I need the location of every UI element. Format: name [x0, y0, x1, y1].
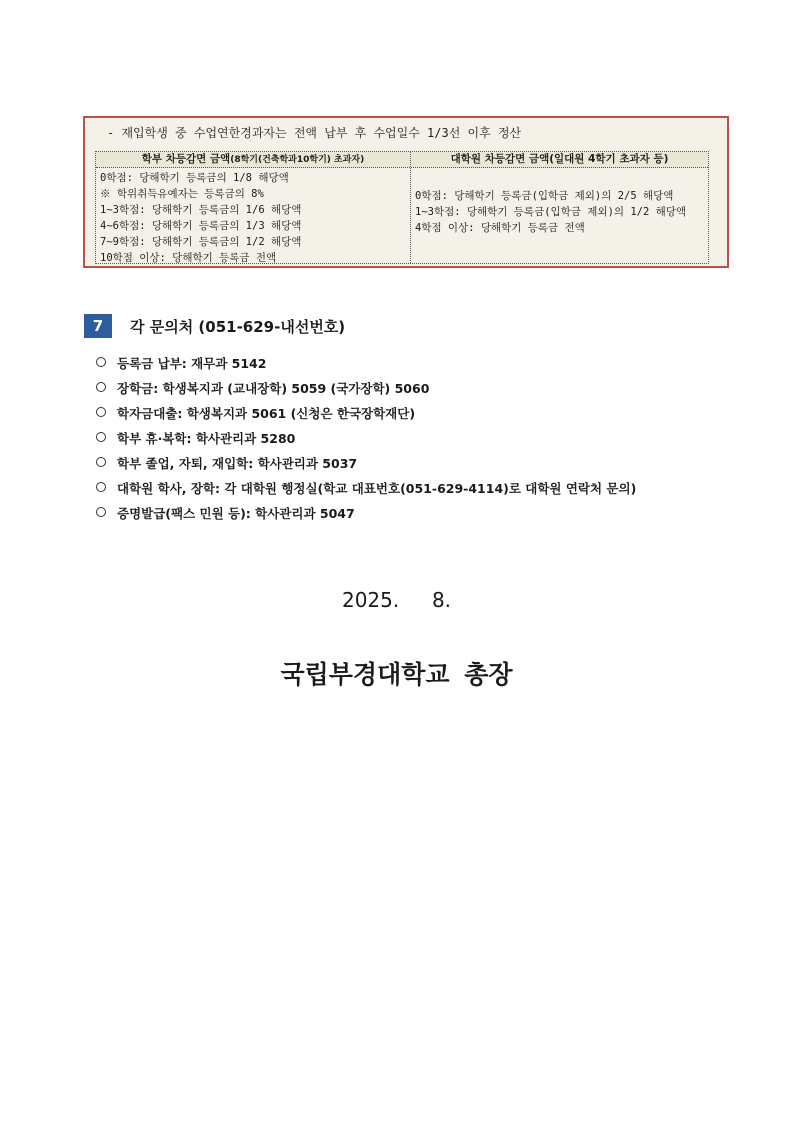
- undergrad-row: ※ 학위취득유예자는 등록금의 8%: [100, 188, 264, 200]
- undergrad-column: [96, 152, 411, 263]
- contact-text: 장학금: 학생복지과 (교내장학) 5059 (국가장학) 5060: [117, 381, 430, 396]
- list-item: [96, 401, 636, 426]
- graduate-header: 대학원 차등감면 금액(일대원 4학기 초과자 등): [411, 152, 708, 168]
- undergrad-row: 4~6학점: 당해학기 등록금의 1/3 해당액: [100, 220, 302, 232]
- list-item: [96, 501, 636, 526]
- contact-list: [96, 351, 636, 526]
- section-title: 각 문의처 (051-629-내선번호): [130, 318, 346, 336]
- list-item: [96, 476, 636, 501]
- list-item: [96, 426, 636, 451]
- circle-bullet-icon: [96, 457, 106, 467]
- list-item: [96, 451, 636, 476]
- graduate-row: 4학점 이상: 당해학기 등록금 전액: [415, 222, 585, 234]
- readmission-notice: - 재입학생 중 수업연한경과자는 전액 납부 후 수업일수 1/3선 이후 정산: [107, 126, 522, 140]
- graduate-rows: [411, 186, 708, 236]
- undergrad-header-sub: (8학기(건축학과10학기) 초과자): [230, 155, 365, 165]
- issuer-signature: 국립부경대학교 총장: [280, 660, 513, 689]
- circle-bullet-icon: [96, 432, 106, 442]
- contact-text: 학자금대출: 학생복지과 5061 (신청은 한국장학재단): [117, 406, 416, 421]
- contact-text: 학부 휴·복학: 학사관리과 5280: [117, 431, 296, 446]
- circle-bullet-icon: [96, 382, 106, 392]
- graduate-row: 0학점: 당해학기 등록금(입학금 제외)의 2/5 해당액: [415, 190, 674, 202]
- undergrad-row: 10학점 이상: 당해학기 등록금 전액: [100, 252, 277, 264]
- list-item: [96, 376, 636, 401]
- circle-bullet-icon: [96, 407, 106, 417]
- list-item: [96, 351, 636, 376]
- contact-text: 학부 졸업, 자퇴, 재입학: 학사관리과 5037: [117, 456, 358, 471]
- undergrad-row: 0학점: 당해학기 등록금의 1/8 해당액: [100, 172, 289, 184]
- undergrad-row: 7~9학점: 당해학기 등록금의 1/2 해당액: [100, 236, 302, 248]
- undergrad-header-main: 학부 차등감면 금액: [141, 153, 231, 165]
- undergrad-header: [96, 152, 410, 168]
- circle-bullet-icon: [96, 357, 106, 367]
- graduate-row: 1~3학점: 당해학기 등록금(입학금 제외)의 1/2 해당액: [415, 206, 687, 218]
- circle-bullet-icon: [96, 482, 106, 492]
- contact-text: 증명발급(팩스 민원 등): 학사관리과 5047: [117, 506, 355, 521]
- fee-reduction-table: [95, 151, 709, 264]
- undergrad-rows: [96, 168, 410, 266]
- document-date: 2025. 8.: [341, 588, 452, 612]
- section-number-badge: 7: [84, 314, 112, 338]
- tuition-notice-box: [83, 116, 729, 268]
- undergrad-row: 1~3학점: 당해학기 등록금의 1/6 해당액: [100, 204, 302, 216]
- graduate-column: [411, 152, 708, 263]
- contact-text: 대학원 학사, 장학: 각 대학원 행정실(학교 대표번호(051-629-4114)로 대학원 연락처 문의): [117, 481, 637, 496]
- circle-bullet-icon: [96, 507, 106, 517]
- contact-text: 등록금 납부: 재무과 5142: [117, 356, 267, 371]
